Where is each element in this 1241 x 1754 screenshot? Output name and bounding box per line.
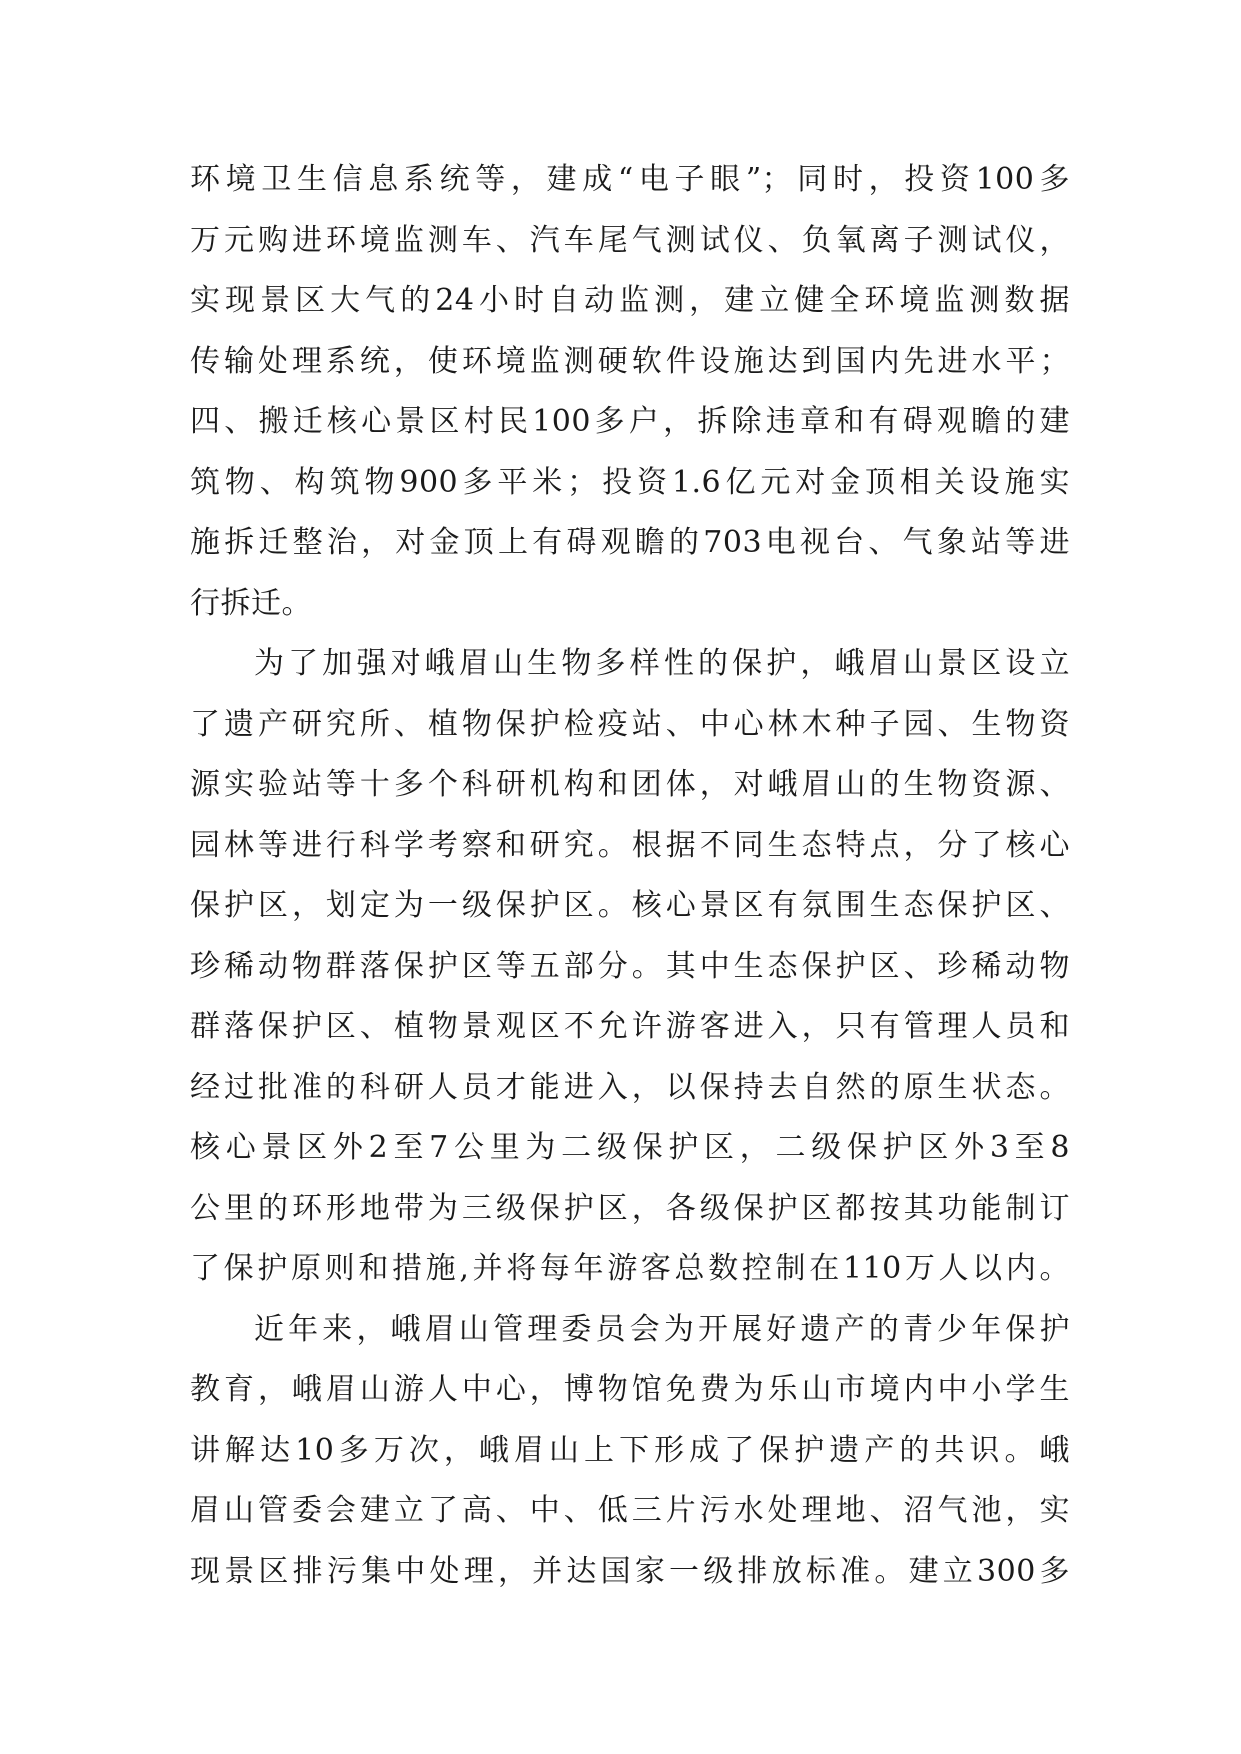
text-line: 讲解达10多万次，峨眉山上下形成了保护遗产的共识。峨 (190, 1432, 1070, 1468)
text-line: 为了加强对峨眉山生物多样性的保护，峨眉山景区设立 (254, 646, 1070, 681)
text-line: 了遗产研究所、植物保护检疫站、中心林木种子园、生物资 (190, 706, 1070, 742)
text-line: 行拆迁。 (190, 585, 312, 621)
text-line: 现景区排污集中处理，并达国家一级排放标准。建立300多 (190, 1553, 1070, 1589)
text-line: 经过批准的科研人员才能进入，以保持去自然的原生状态。 (190, 1069, 1070, 1105)
text-line: 群落保护区、植物景观区不允许游客进入，只有管理人员和 (190, 1009, 1070, 1044)
document-body (190, 150, 1070, 1602)
text-line: 园林等进行科学考察和研究。根据不同生态特点，分了核心 (190, 827, 1070, 863)
text-line: 万元购进环境监测车、汽车尾气测试仪、负氧离子测试仪， (190, 222, 1070, 258)
text-line: 核心景区外2至7公里为二级保护区，二级保护区外3至8 (190, 1130, 1070, 1165)
text-line: 近年来，峨眉山管理委员会为开展好遗产的青少年保护 (254, 1311, 1070, 1347)
text-line: 四、搬迁核心景区村民100多户，拆除违章和有碍观瞻的建 (190, 404, 1070, 439)
text-line: 眉山管委会建立了高、中、低三片污水处理地、沼气池，实 (190, 1493, 1070, 1528)
text-line: 施拆迁整治，对金顶上有碍观瞻的703电视台、气象站等进 (190, 525, 1070, 560)
text-line: 传输处理系统，使环境监测硬软件设施达到国内先进水平； (190, 343, 1070, 379)
text-line: 筑物、构筑物900多平米；投资1.6亿元对金顶相关设施实 (190, 464, 1070, 500)
text-line: 保护区，划定为一级保护区。核心景区有氛围生态保护区、 (190, 888, 1070, 923)
text-line: 珍稀动物群落保护区等五部分。其中生态保护区、珍稀动物 (190, 948, 1070, 984)
text-line: 环境卫生信息系统等，建成“电子眼”；同时，投资100多 (190, 162, 1070, 197)
text-line: 公里的环形地带为三级保护区，各级保护区都按其功能制订 (190, 1190, 1070, 1226)
text-line: 教育，峨眉山游人中心，博物馆免费为乐山市境内中小学生 (190, 1372, 1070, 1407)
text-line: 了保护原则和措施,并将每年游客总数控制在110万人以内。 (190, 1251, 1070, 1286)
text-line: 实现景区大气的24小时自动监测，建立健全环境监测数据 (190, 283, 1070, 318)
text-line: 源实验站等十多个科研机构和团体，对峨眉山的生物资源、 (190, 767, 1070, 802)
